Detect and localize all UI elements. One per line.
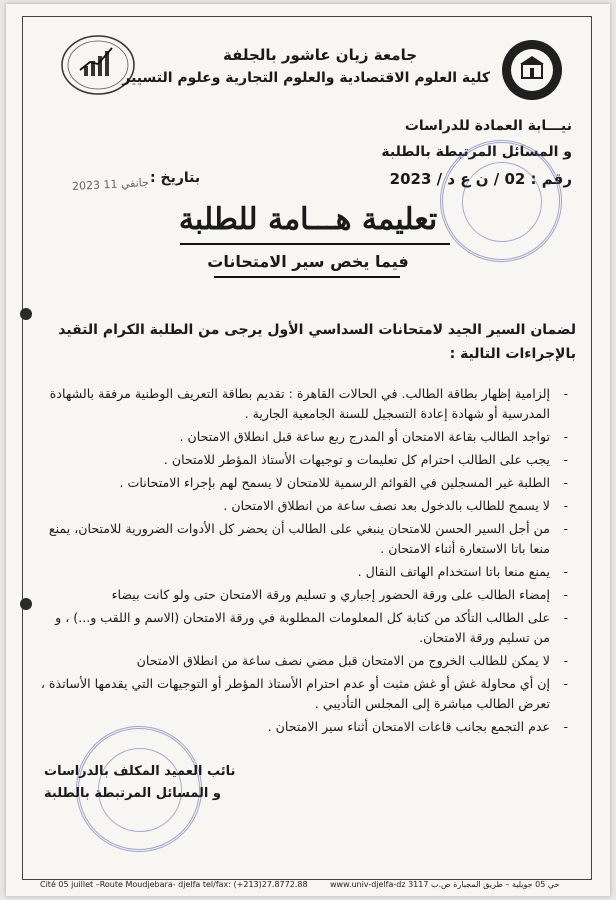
rule-item: - الطلبة غير المسجلين في القوائم الرسمية للامتحان لا يسمح لهم بإجراء الامتحانات .	[40, 473, 570, 493]
department-line-1: نيـــابة العمادة للدراسات	[404, 118, 572, 134]
punch-hole	[20, 598, 32, 610]
rule-item: - لا يسمح للطالب بالدخول بعد نصف ساعة من انطلاق الامتحان .	[40, 496, 570, 516]
signature-title-2: و المسائل المرتبطة بالطلبة	[44, 786, 221, 801]
intro-paragraph: لضمان السير الجيد لامتحانات السداسي الأول يرجى من الطلبة الكرام التقيد بالإجراءات التالية :	[58, 322, 576, 362]
rule-item: - إلزامية إظهار بطاقة الطالب. في الحالات القاهرة : تقديم بطاقة التعريف الوطنية مرفقة بالشهادة المدرسية أو شهادة إعادة التسجيل للسنة الجامعية الجارية .	[40, 384, 570, 424]
rule-item: - تواجد الطالب بقاعة الامتحان أو المدرج ربع ساعة قبل انطلاق الامتحان .	[40, 427, 570, 447]
rule-item: - لا يمكن للطالب الخروج من الامتحان قبل مضي نصف ساعة من انطلاق الامتحان	[40, 651, 570, 671]
rule-item: - عدم التجمع بجانب قاعات الامتحان أثناء سير الامتحان .	[40, 717, 570, 737]
subtitle-underline	[214, 276, 400, 278]
faculty-logo	[60, 34, 136, 96]
university-logo	[500, 38, 564, 102]
reference-number: رقم : 02 / ن ع د / 2023	[389, 170, 572, 188]
footer-address: Cité 05 juillet –Route Moudjebara- djelfa tel/fax: (+213)27.8772.88	[40, 880, 308, 889]
page-subtitle: فيما يخص سير الامتحانات	[207, 252, 409, 271]
faculty-name: كلية العلوم الاقتصادية والعلوم التجارية وعلوم التسيير	[122, 70, 490, 86]
rules-list	[40, 384, 570, 740]
date-label: بتاريخ :	[150, 170, 201, 186]
rule-item: - إن أي محاولة غش أو غش مثبت أو عدم احترام الأستاذ المؤطر أو التوجيهات التي يقدمها الأساتذة ، تعرض الطالب مباشرة إلى المجلس التأديبي .	[40, 674, 570, 714]
rule-item: - يمنع منعا باتا استخدام الهاتف النقال .	[40, 562, 570, 582]
rule-item: - يجب على الطالب احترام كل تعليمات و توجيهات الأستاذ المؤطر للامتحان .	[40, 450, 570, 470]
rule-item: - على الطالب التأكد من كتابة كل المعلومات المطلوبة في ورقة الامتحان (الاسم و اللقب و...) ، و من تسليم ورقة الامتحان.	[40, 608, 570, 648]
rule-item: - من أجل السير الحسن للامتحان ينبغي على الطالب أن يحضر كل الأدوات الضرورية للامتحان، يمنع منعا باتا الاستعارة أثناء الامتحان .	[40, 519, 570, 559]
official-stamp	[440, 140, 562, 262]
date-stamp: 2023 11 جانفي	[71, 175, 150, 194]
punch-hole	[20, 308, 32, 320]
footer-website: www.univ-djelfa-dz 3117 حي 05 جويلية – طريق المجبارة ص.ب	[330, 880, 560, 889]
page-title: تعليمة هـــامة للطلبة	[178, 202, 438, 237]
rule-item: - إمضاء الطالب على ورقة الحضور إجباري و تسليم ورقة الامتحان حتى ولو كانت بيضاء	[40, 585, 570, 605]
signature-title-1: نائب العميد المكلف بالدراسات	[44, 764, 236, 779]
university-name: جامعة زيان عاشور بالجلفة	[222, 46, 418, 64]
department-line-2: و المسائل المرتبطة بالطلبة	[381, 144, 572, 160]
title-underline	[180, 243, 450, 245]
